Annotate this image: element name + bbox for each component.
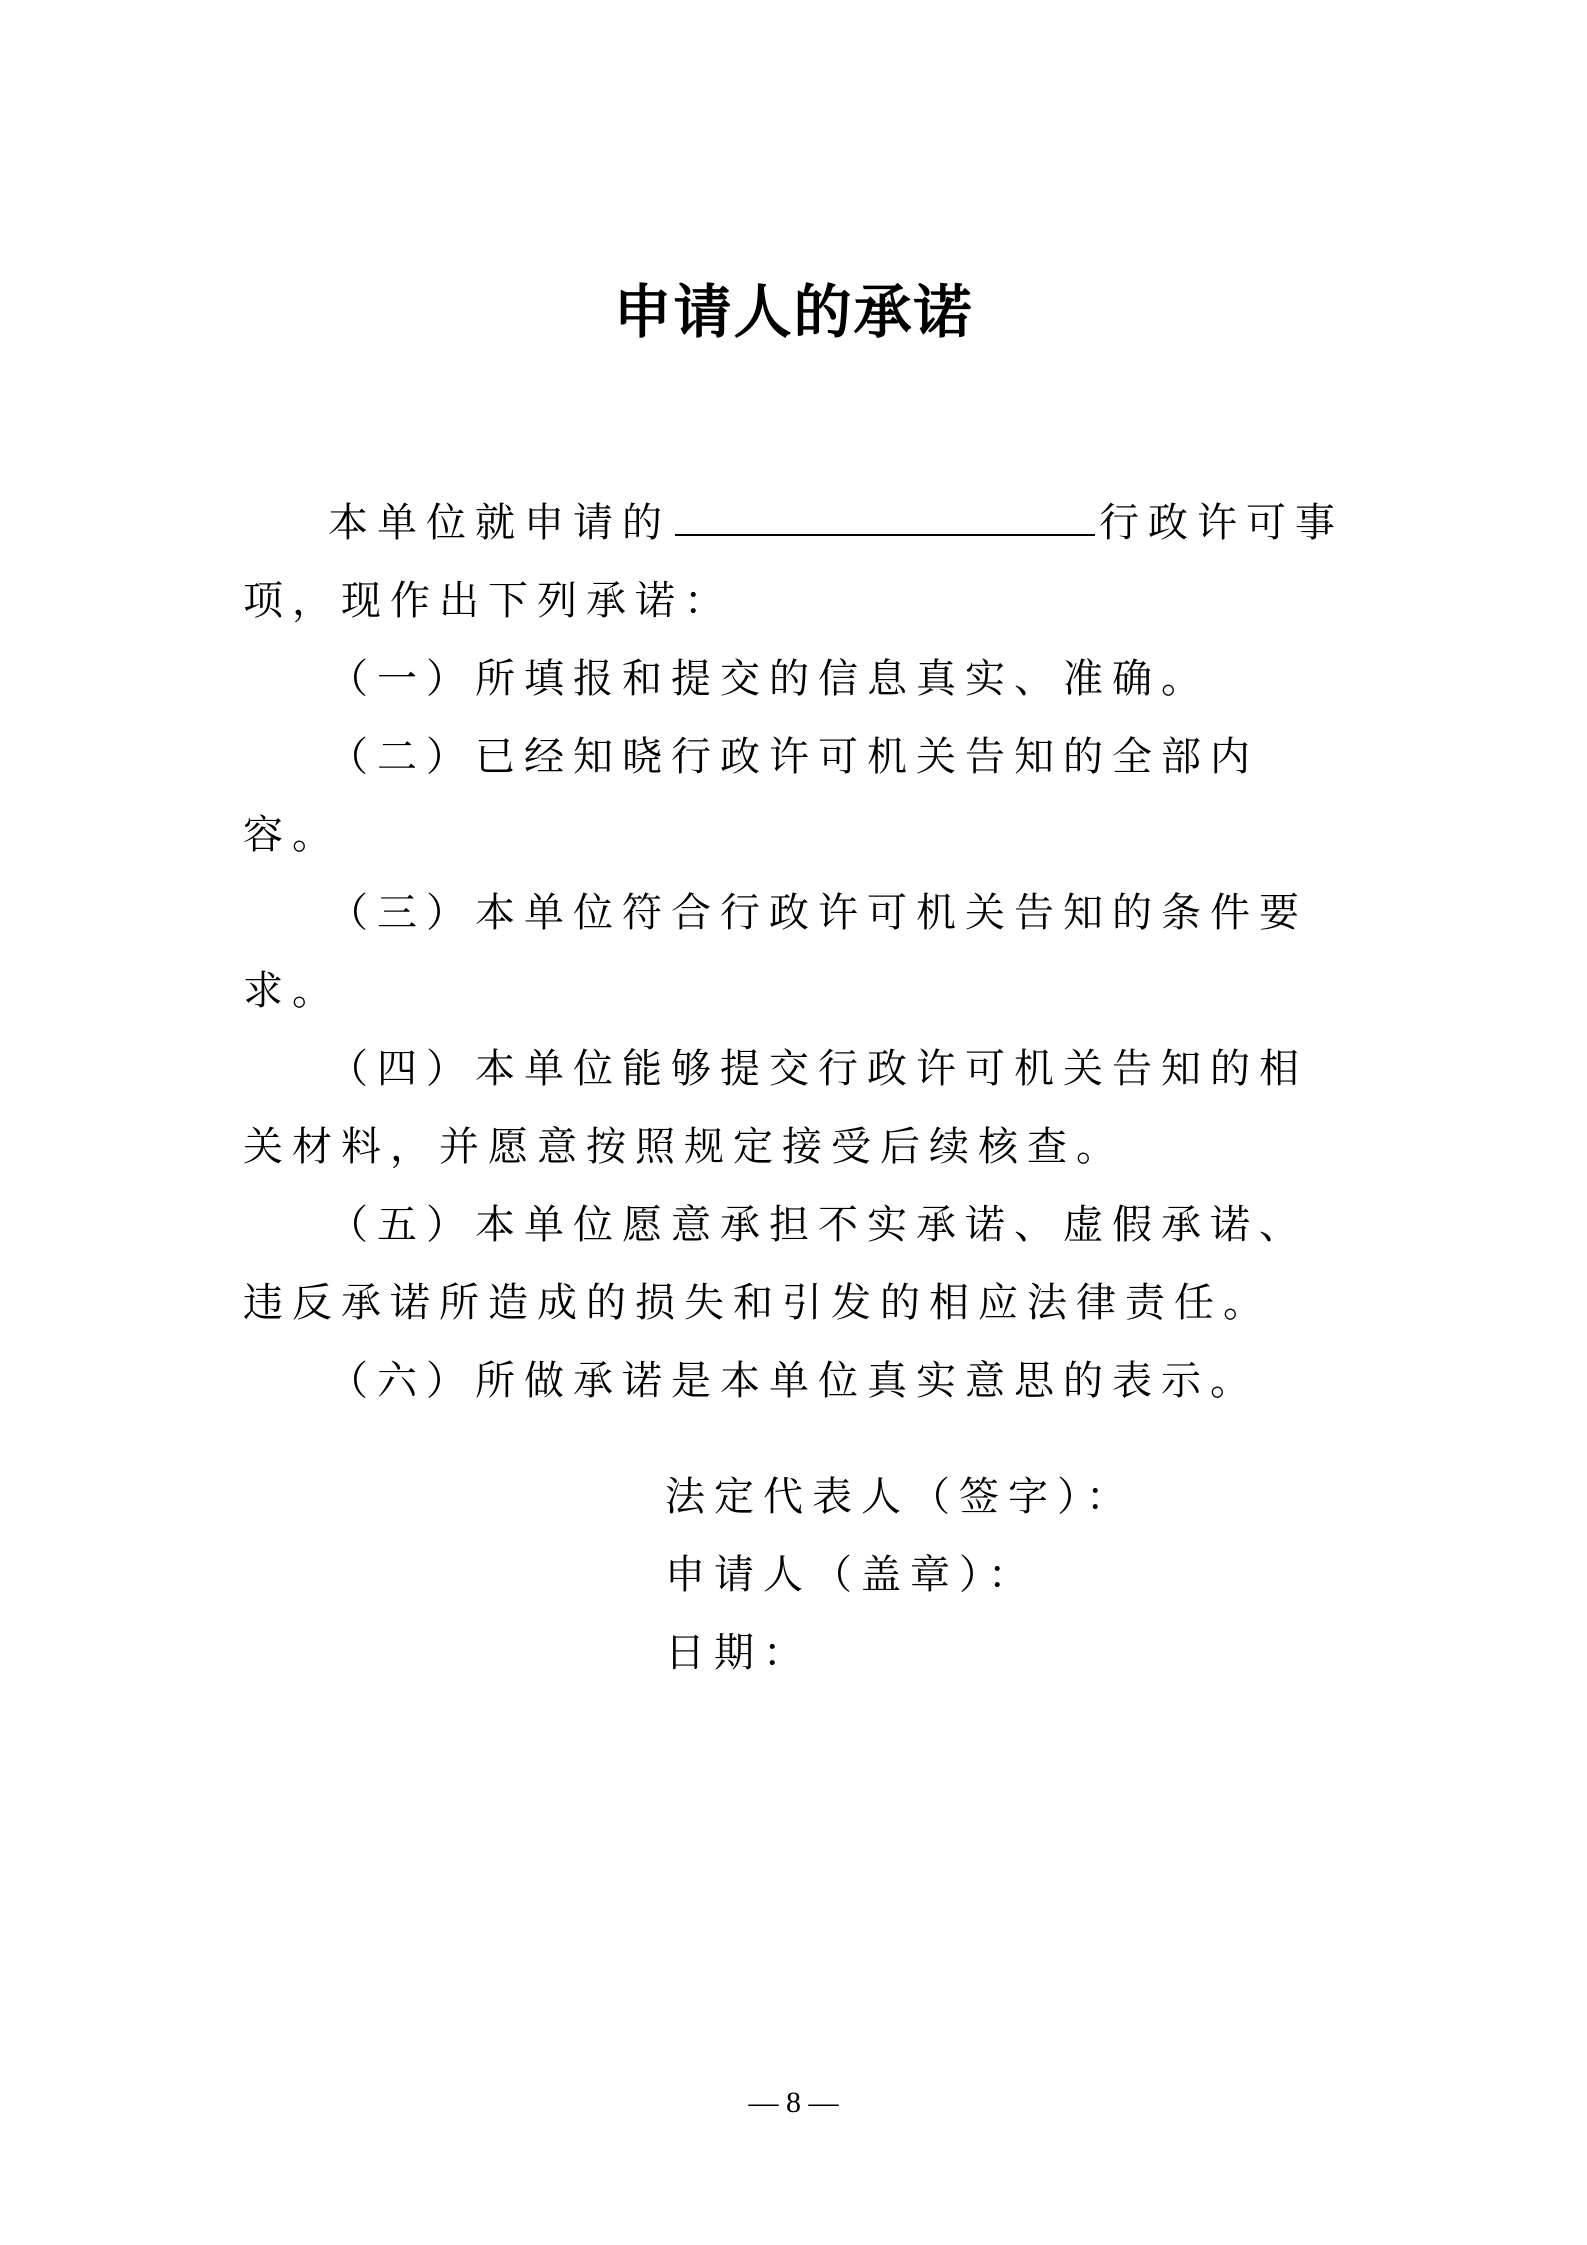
intro-paragraph	[243, 484, 1353, 640]
intro-before: 本单位就申请的	[328, 500, 671, 546]
signature-block	[665, 1458, 1135, 1692]
page-number: — 8 —	[748, 2086, 839, 2119]
commitment-item-5: （五）本单位愿意承担不实承诺、虚假承诺、违反承诺所造成的损失和引发的相应法律责任。	[243, 1202, 1308, 1326]
commitment-body	[243, 484, 1353, 1420]
commitment-item-2: （二）已经知晓行政许可机关告知的全部内容。	[243, 734, 1259, 858]
applicant-seal-label: 申请人（盖章）：	[665, 1552, 1037, 1598]
page-title: 申请人的承诺	[613, 278, 974, 346]
commitment-item-4: （四）本单位能够提交行政许可机关告知的相关材料，并愿意按照规定接受后续核查。	[243, 1046, 1308, 1170]
commitment-item-1: （一）所填报和提交的信息真实、准确。	[328, 656, 1210, 702]
date-label: 日期：	[665, 1630, 812, 1676]
commitment-item-6: （六）所做承诺是本单位真实意思的表示。	[328, 1358, 1259, 1404]
legal-rep-signature-label: 法定代表人（签字）：	[665, 1474, 1135, 1520]
commitment-item-3: （三）本单位符合行政许可机关告知的条件要求。	[243, 890, 1308, 1014]
intro-after: 行政许可事项，现作出下列承诺：	[243, 500, 1344, 624]
application-item-blank[interactable]	[675, 494, 1095, 536]
